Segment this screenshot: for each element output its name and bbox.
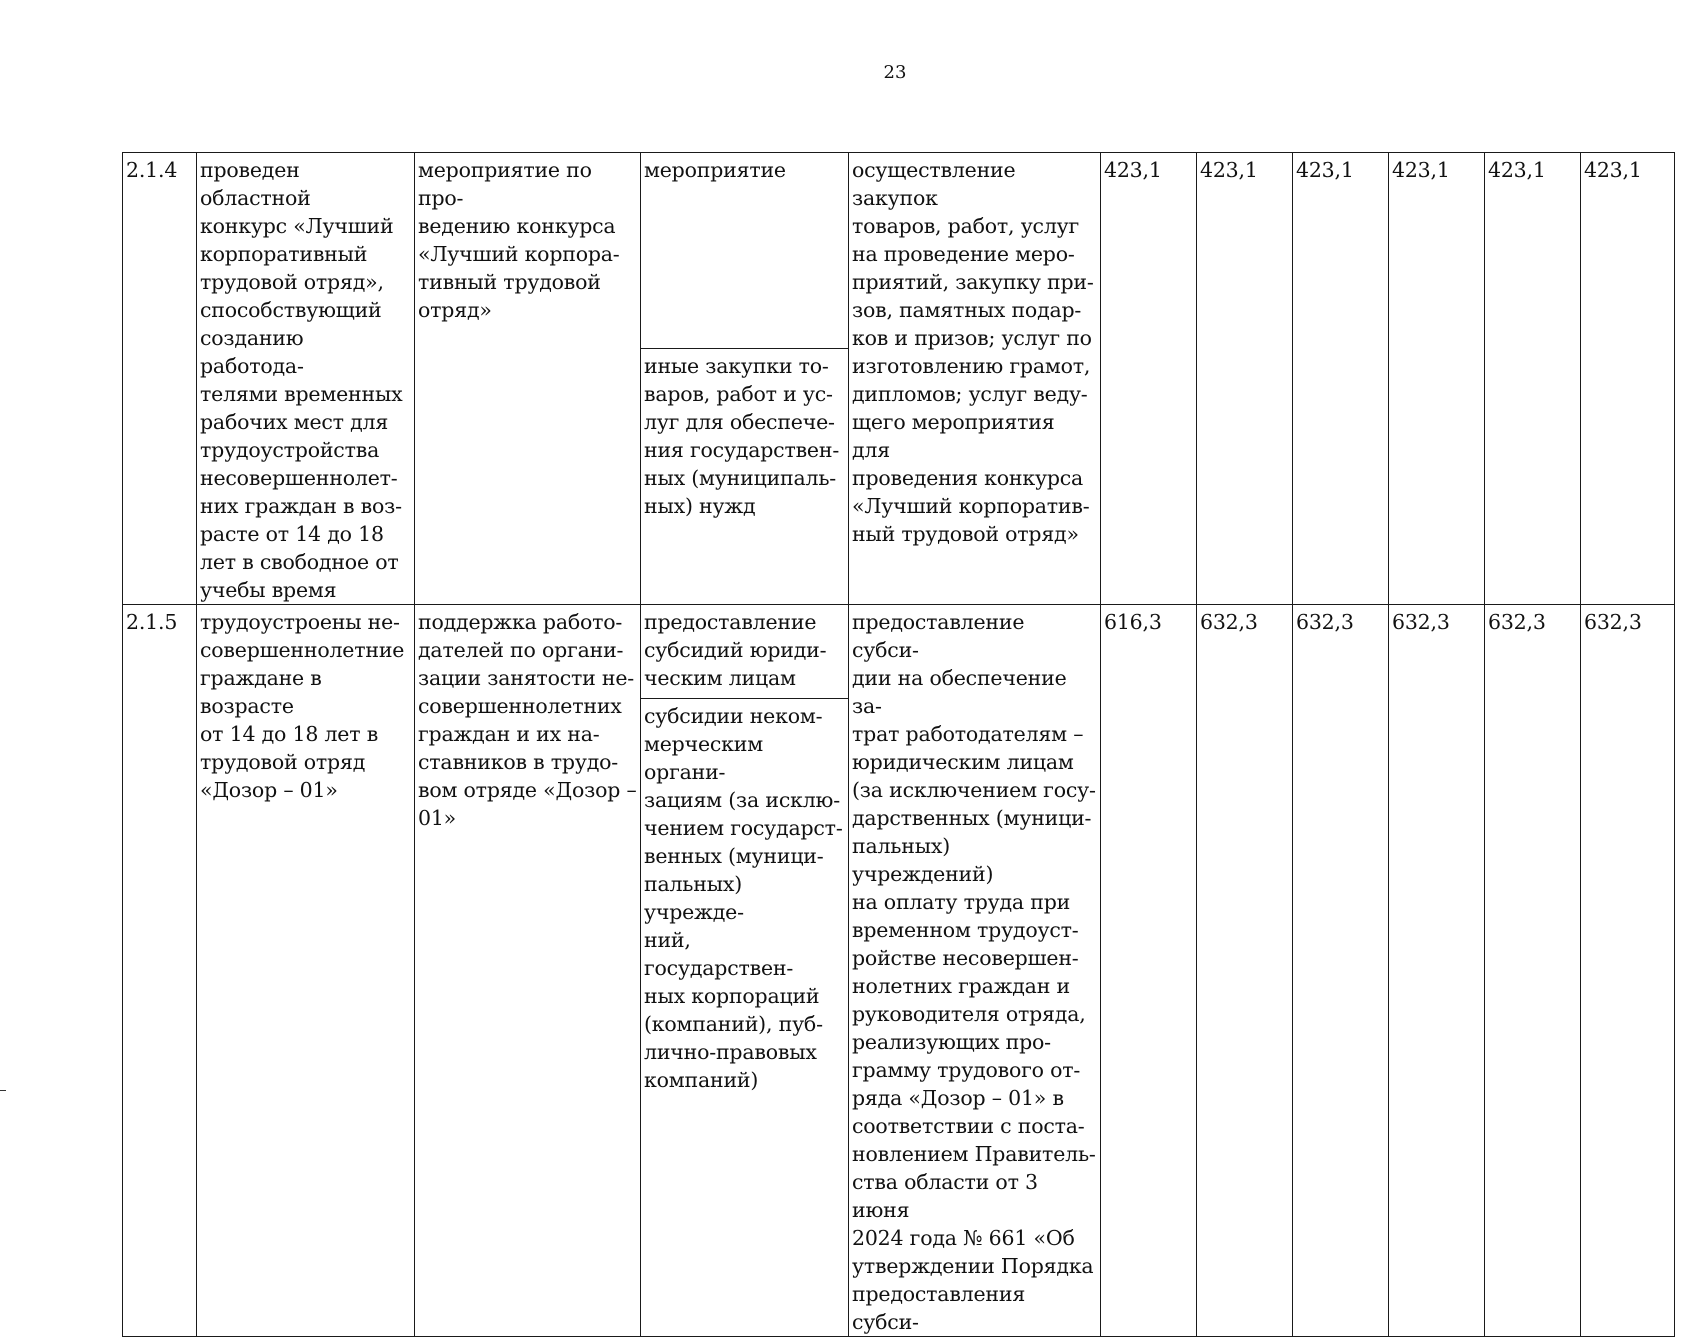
value-cell: 423,1: [1197, 153, 1293, 605]
value-cell: 632,3: [1581, 605, 1675, 1337]
row-number: 2.1.5: [123, 605, 197, 1337]
expense-type-cell: [641, 153, 849, 605]
description-cell: осуществление закупок товаров, работ, услуг на проведение меро- приятий, закупку при- зов, памятных подар- ков и призов; услуг по изготовлению грамот, дипломов; услуг веду- щего мероприятия для проведения конкурса «Лучший корпоратив- ный трудовой отряд»: [849, 153, 1101, 605]
value-cell: 632,3: [1389, 605, 1485, 1337]
margin-mark: [0, 1090, 6, 1091]
program-table: [122, 152, 1675, 1337]
value-cell: 423,1: [1581, 153, 1675, 605]
expense-type-bottom: субсидии неком- мерческим органи- зациям (за исклю- чением государст- венных (муници- пальных) учрежде- ний, государствен- ных корпораций (компаний), пуб- лично-правовых компаний): [644, 704, 843, 1092]
activity-cell: поддержка работо- дателей по органи- зации занятости не- совершеннолетних граждан и их на- ставников в трудо- вом отряде «Дозор – 01»: [415, 605, 641, 1337]
value-cell: 632,3: [1197, 605, 1293, 1337]
row-number: 2.1.4: [123, 153, 197, 605]
table-row: [123, 153, 1675, 605]
result-cell: проведен областной конкурс «Лучший корпоративный трудовой отряд», способствующий созданию работода- телями временных рабочих мест для трудоустройства несовершеннолет- них граждан в воз- расте от 14 до 18 лет в свободное от учебы время: [197, 153, 415, 605]
value-cell: 423,1: [1389, 153, 1485, 605]
expense-type-bottom: иные закупки то- варов, работ и ус- луг для обеспече- ния государствен- ных (муниципаль- ных) нужд: [644, 354, 840, 518]
activity-cell: мероприятие по про- ведению конкурса «Лучший корпора- тивный трудовой отряд»: [415, 153, 641, 605]
table-row: [123, 605, 1675, 1337]
expense-type-top: мероприятие: [641, 153, 848, 349]
result-cell: трудоустроены не- совершеннолетние граждане в возрасте от 14 до 18 лет в трудовой отряд «Дозор – 01»: [197, 605, 415, 1337]
page-number: 23: [883, 62, 907, 83]
value-cell: 632,3: [1293, 605, 1389, 1337]
expense-type-top: предоставление субсидий юриди- ческим лицам: [641, 605, 848, 699]
expense-type-cell: [641, 605, 849, 1337]
value-cell: 423,1: [1101, 153, 1197, 605]
description-cell: предоставление субси- дии на обеспечение за- трат работодателям – юридическим лицам (за исключением госу- дарственных (муници- пальных) учреждений) на оплату труда при временном трудоуст- ройстве несовершен- нолетних граждан и руководителя отряда, реализующих про- грамму трудового от- ряда «Дозор – 01» в соответствии с поста- новлением Правитель- ства области от 3 июня 2024 года № 661 «Об утверждении Порядка предоставления субси-: [849, 605, 1101, 1337]
value-cell: 632,3: [1485, 605, 1581, 1337]
value-cell: 616,3: [1101, 605, 1197, 1337]
value-cell: 423,1: [1485, 153, 1581, 605]
value-cell: 423,1: [1293, 153, 1389, 605]
